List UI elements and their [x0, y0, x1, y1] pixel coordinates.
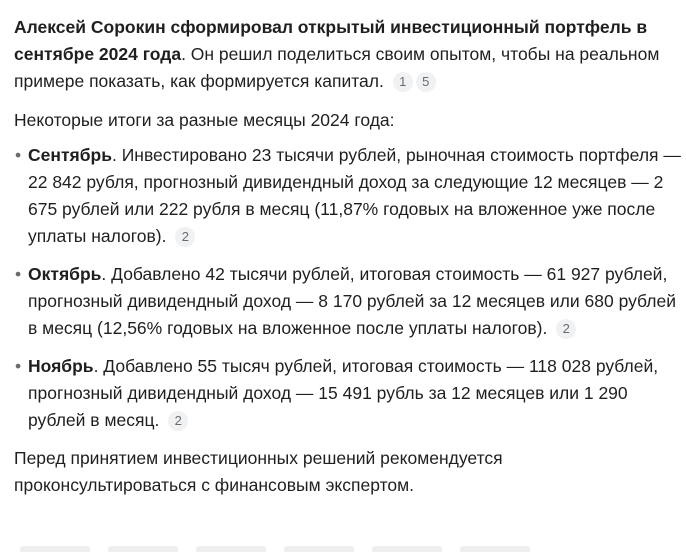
- intro-bold: Алексей Сорокин сформировал открытый инвестиционный портфель в сентябре 2024 года: [14, 17, 648, 64]
- cutoff-chip: [196, 546, 266, 552]
- cutoff-chip: [108, 546, 178, 552]
- cutoff-chip: [460, 546, 530, 552]
- month-label: Сентябрь: [28, 145, 112, 165]
- month-label: Октябрь: [28, 264, 102, 284]
- source-ref-badge[interactable]: 2: [556, 319, 576, 339]
- bullet-marker: •: [15, 145, 22, 165]
- months-list: [14, 142, 682, 434]
- cutoff-chip: [20, 546, 90, 552]
- month-text: . Инвестировано 23 тысячи рублей, рыночная стоимость портфеля — 22 842 рубля, прогнозный дивидендный доход за следующие 12 месяцев — 2 675 рублей или 222 рубля в месяц (11,87% годовых на вложенное уже после уплаты налогов).: [28, 145, 681, 246]
- intro-paragraph: [14, 14, 682, 95]
- source-ref-badge[interactable]: 2: [168, 411, 188, 431]
- cutoff-chip: [372, 546, 442, 552]
- month-text: . Добавлено 42 тысячи рублей, итоговая стоимость — 61 927 рублей, прогнозный дивидендный доход — 8 170 рублей за 12 месяцев или 680 рублей в месяц (12,56% годовых на вложенное после уплаты налогов).: [28, 264, 677, 338]
- month-text: . Добавлено 55 тысяч рублей, итоговая стоимость — 118 028 рублей, прогнозный дивидендный доход — 15 491 рубль за 12 месяцев или 1 290 рублей в месяц.: [28, 356, 659, 430]
- month-label: Ноябрь: [28, 356, 94, 376]
- source-ref-badge[interactable]: 2: [175, 227, 195, 247]
- bullet-marker: •: [15, 264, 22, 284]
- cutoff-controls-strip: [0, 546, 686, 552]
- intro-text: . Он решил поделиться своим опытом, чтобы на реальном примере показать, как формируется капитал.: [14, 44, 660, 91]
- source-ref-badge[interactable]: 1: [393, 72, 413, 92]
- cutoff-chip: [284, 546, 354, 552]
- lead-text: Некоторые итоги за разные месяцы 2024 года:: [14, 110, 395, 130]
- bullet-marker: •: [15, 356, 22, 376]
- outro-paragraph: Перед принятием инвестиционных решений рекомендуется проконсультироваться с финансовым экспертом.: [14, 448, 503, 495]
- list-item-november: [14, 353, 682, 434]
- source-ref-badge[interactable]: 5: [416, 72, 436, 92]
- list-item-september: [14, 142, 682, 250]
- list-item-october: [14, 261, 682, 342]
- answer-block: [14, 14, 682, 499]
